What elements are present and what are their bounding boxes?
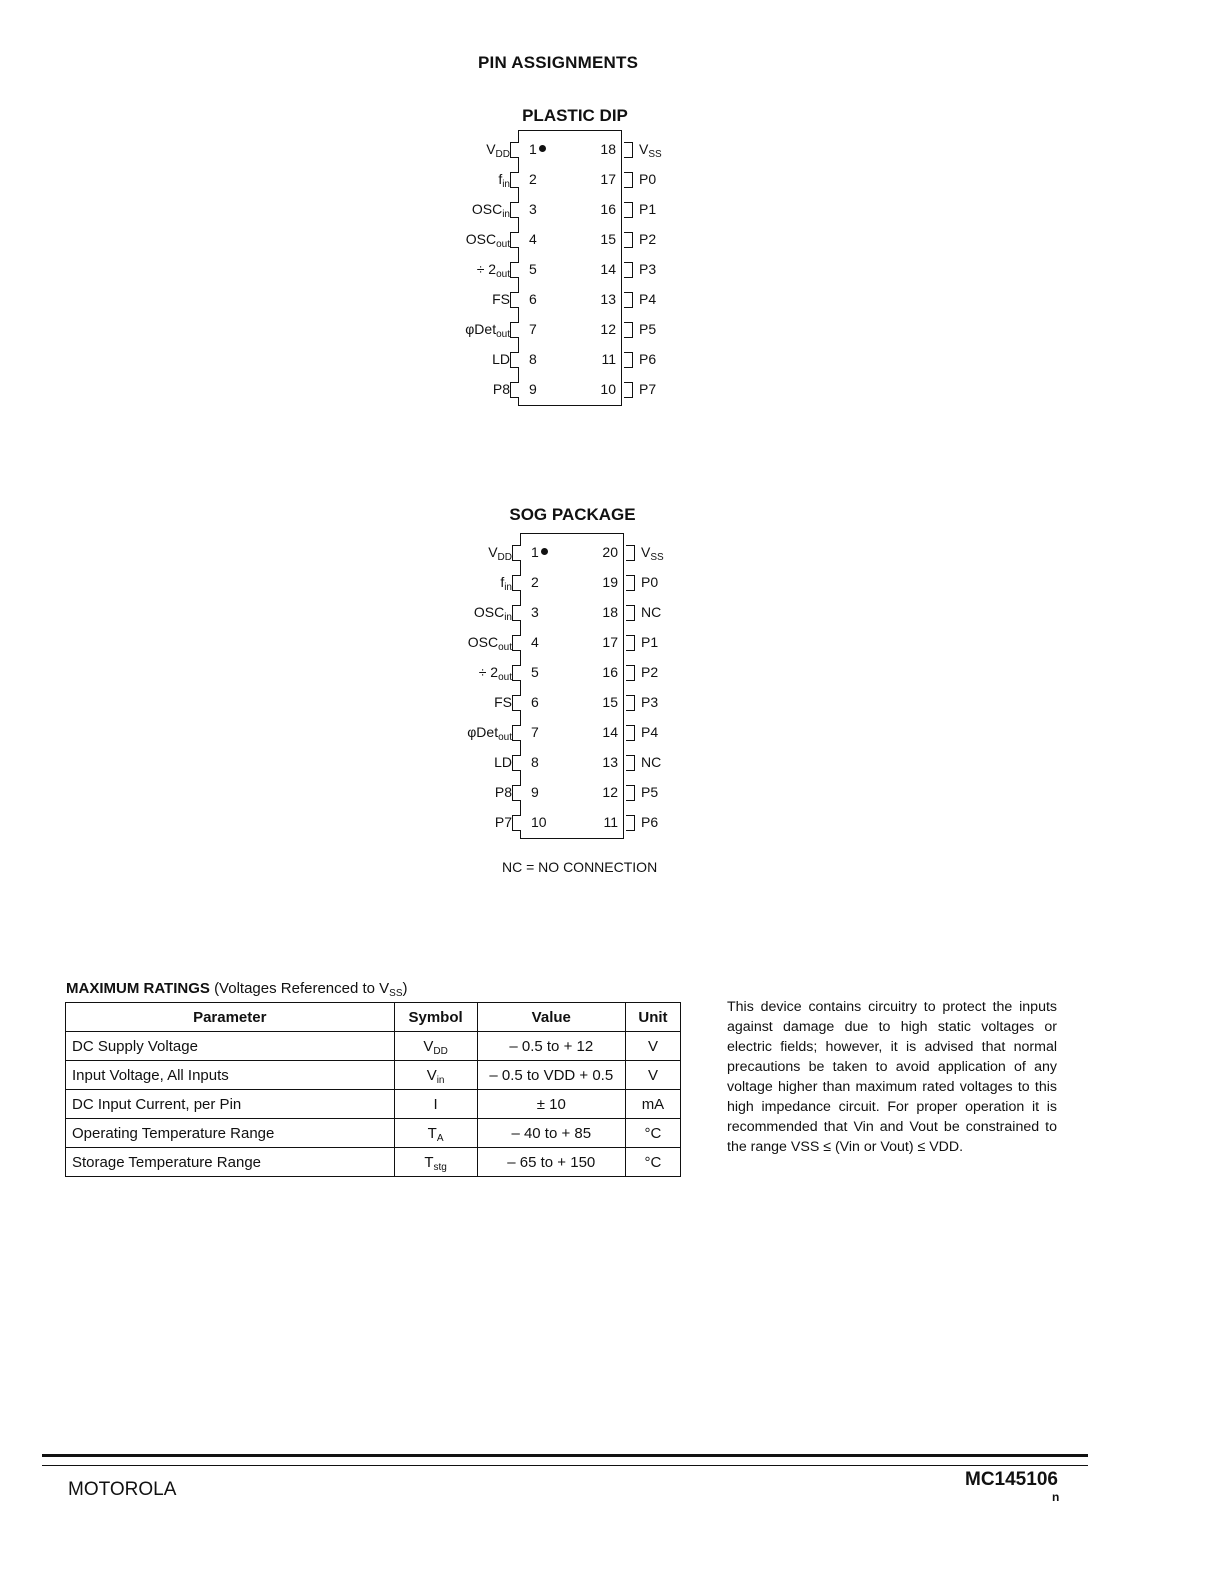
sog-right-pin-lead — [626, 575, 635, 591]
esd-notice: This device contains circuitry to protect the inputs against damage due to high static voltages or electric fields; however, it is advised that normal precautions be taken to avoid application of any voltage higher than maximum rated voltages to this high impedance circuit. For proper operation it is recommended that Vin and Vout be constrained to the range VSS ≤ (Vin or Vout) ≤ VDD. — [727, 999, 1057, 1155]
dip-right-pin-lead — [624, 202, 633, 218]
header-parameter: Parameter — [66, 1003, 395, 1032]
sog-left-pin-number: 6 — [531, 694, 539, 710]
dip-left-pin-name — [420, 168, 510, 190]
header-symbol: Symbol — [394, 1003, 477, 1032]
ratings-title — [66, 980, 408, 997]
dip-right-pin-name — [639, 168, 656, 190]
sog-right-pin-label: P5 — [641, 784, 659, 800]
dip-right-pin-label: P1 — [639, 201, 657, 217]
dip-left-pin-name — [420, 138, 510, 160]
sog-right-pin-number: 16 — [602, 664, 618, 680]
sog-left-pin-name — [422, 631, 512, 653]
sog-left-pin-lead — [512, 785, 521, 801]
dip-right-pin-name — [639, 378, 656, 400]
dip-right-pin-name — [639, 228, 656, 250]
dip-right-pin-number: 10 — [600, 381, 616, 397]
cell-symbol: $T_A$ — [394, 1119, 477, 1148]
footer-rule-thick — [42, 1454, 1088, 1457]
dip-right-pin-name — [639, 288, 656, 310]
dip-right-pin-label: P2 — [639, 231, 657, 247]
dip-left-pin-label: $f_{in}$ — [498, 171, 510, 190]
sog-right-pin-lead — [626, 725, 635, 741]
dip-left-pin-lead — [510, 322, 519, 338]
dip-left-pin-number: 1 — [529, 141, 537, 157]
dip-right-pin-number: 14 — [600, 261, 616, 277]
dip-left-pin-name — [420, 198, 510, 220]
sog-right-pin-label: P4 — [641, 724, 659, 740]
cell-symbol: I — [394, 1090, 477, 1119]
cell-parameter: DC Input Current, per Pin — [66, 1090, 395, 1119]
ratings-table — [65, 1002, 681, 1177]
sog-left-pin-label: $OSC_{out}$ — [467, 634, 512, 653]
ratings-row — [66, 1090, 681, 1119]
sog-left-pin-lead — [512, 815, 521, 831]
sog-right-pin-lead — [626, 755, 635, 771]
sog-left-pin-name — [422, 541, 512, 563]
sog-left-pin-label: φDet$_{out}$ — [467, 724, 512, 743]
sog-left-pin-number: 2 — [531, 574, 539, 590]
sog-left-pin-number: 4 — [531, 634, 539, 650]
dip-left-pin-number: 9 — [529, 381, 537, 397]
footer-rule-thin — [42, 1465, 1088, 1466]
cell-parameter: DC Supply Voltage — [66, 1032, 395, 1061]
dip-right-pin-label: P3 — [639, 261, 657, 277]
sog-left-pin-lead — [512, 605, 521, 621]
dip-left-pin-lead — [510, 172, 519, 188]
sog-right-pin-name — [641, 691, 658, 713]
dip-right-pin-number: 13 — [600, 291, 616, 307]
sog-right-pin-number: 15 — [602, 694, 618, 710]
cell-unit: mA — [625, 1090, 680, 1119]
sog-right-pin-name — [641, 751, 661, 773]
dip-left-pin-label: $V_{DD}$ — [486, 141, 510, 160]
cell-value: – 65 to + 150 — [477, 1148, 625, 1177]
dip-left-pin-number: 3 — [529, 201, 537, 217]
dip-right-pin-number: 18 — [600, 141, 616, 157]
sog-left-pin-label: ÷ $2_{out}$ — [478, 664, 512, 683]
dip-left-pin-name — [420, 288, 510, 310]
sog-title: SOG PACKAGE — [509, 505, 636, 524]
dip-left-pin-label: ÷ $2_{out}$ — [476, 261, 510, 280]
dip-right-pin-lead — [624, 382, 633, 398]
sog-right-pin-name — [641, 601, 661, 623]
ratings-row — [66, 1119, 681, 1148]
sog-left-pin-label: $V_{DD}$ — [488, 544, 512, 563]
cell-value: – 0.5 to VDD + 0.5 — [477, 1061, 625, 1090]
sog-left-pin-label: P8 — [494, 784, 512, 800]
sog-right-pin-lead — [626, 785, 635, 801]
sog-left-pin-lead — [512, 755, 521, 771]
dip-left-pin-lead — [510, 202, 519, 218]
footer-page-mark: n — [1052, 1490, 1060, 1504]
page-heading: PIN ASSIGNMENTS — [478, 53, 639, 72]
sog-right-pin-label: NC — [641, 754, 662, 770]
dip-right-pin-number: 11 — [601, 351, 616, 367]
sog-left-pin-label: $f_{in}$ — [500, 574, 512, 593]
cell-unit: V — [625, 1032, 680, 1061]
ratings-title-bold: MAXIMUM RATINGS — [66, 980, 210, 997]
dip-left-pin-label: LD — [492, 351, 510, 367]
sog-left-pin-label: P7 — [494, 814, 512, 830]
sog-left-pin-label: LD — [494, 754, 512, 770]
dip-left-pin-number: 2 — [529, 171, 537, 187]
sog-left-pin-label: FS — [494, 694, 512, 710]
ratings-row — [66, 1148, 681, 1177]
sog-left-pin-name — [422, 781, 512, 803]
dip-left-pin-label: P8 — [492, 381, 510, 397]
dip-left-pin-name — [420, 348, 510, 370]
sog-right-pin-lead — [626, 635, 635, 651]
sog-right-pin-lead — [626, 605, 635, 621]
dip-right-pin-lead — [624, 172, 633, 188]
sog-left-pin-number: 5 — [531, 664, 539, 680]
dip-left-pin-label: FS — [492, 291, 510, 307]
cell-parameter: Operating Temperature Range — [66, 1119, 395, 1148]
sog-right-pin-lead — [626, 545, 635, 561]
sog-right-pin-name — [641, 661, 658, 683]
dip-right-pin-label: $V_{SS}$ — [639, 141, 662, 160]
sog-left-pin-lead — [512, 725, 521, 741]
dip-right-pin-lead — [624, 262, 633, 278]
dip-left-pin-name — [420, 318, 510, 340]
sog-right-pin-label: NC — [641, 604, 662, 620]
dip-left-pin-lead — [510, 262, 519, 278]
footer-brand: MOTOROLA — [68, 1479, 177, 1500]
sog-right-pin-name — [641, 571, 658, 593]
dip-right-pin-label: P0 — [639, 171, 657, 187]
ratings-title-close: ) — [402, 980, 408, 997]
ratings-title-rest: (Voltages Referenced to V — [214, 980, 390, 997]
sog-left-pin-label: $OSC_{in}$ — [473, 604, 512, 623]
sog-left-pin-lead — [512, 575, 521, 591]
sog-right-pin-name — [641, 631, 658, 653]
sog-left-pin-name — [422, 571, 512, 593]
sog-left-pin-lead — [512, 695, 521, 711]
dip-right-pin-name — [639, 318, 656, 340]
cell-symbol: $T_{stg}$ — [394, 1148, 477, 1177]
sog-right-pin-lead — [626, 815, 635, 831]
ratings-title-sub: SS — [389, 988, 403, 999]
cell-unit: V — [625, 1061, 680, 1090]
dip-left-pin-label: φDet$_{out}$ — [465, 321, 510, 340]
dip-right-pin-name — [639, 138, 662, 160]
sog-right-pin-number: 13 — [602, 754, 618, 770]
dip-left-pin-number: 5 — [529, 261, 537, 277]
dip-right-pin-number: 12 — [600, 321, 616, 337]
ratings-row — [66, 1061, 681, 1090]
sog-pin1-dot — [541, 548, 548, 555]
dip-left-pin-number: 8 — [529, 351, 537, 367]
dip-left-pin-lead — [510, 142, 519, 158]
dip-right-pin-lead — [624, 232, 633, 248]
sog-left-pin-name — [422, 661, 512, 683]
header-unit: Unit — [625, 1003, 680, 1032]
sog-right-pin-name — [641, 781, 658, 803]
sog-right-pin-number: 17 — [602, 634, 618, 650]
ratings-row — [66, 1032, 681, 1061]
sog-left-pin-number: 9 — [531, 784, 539, 800]
cell-symbol: $V_{DD}$ — [394, 1032, 477, 1061]
sog-left-pin-lead — [512, 635, 521, 651]
sog-right-pin-label: $V_{SS}$ — [641, 544, 664, 563]
sog-left-pin-name — [422, 751, 512, 773]
sog-right-pin-lead — [626, 665, 635, 681]
sog-right-pin-number: 12 — [602, 784, 618, 800]
dip-left-pin-label: $OSC_{in}$ — [471, 201, 510, 220]
cell-parameter: Storage Temperature Range — [66, 1148, 395, 1177]
sog-right-pin-name — [641, 811, 658, 833]
dip-left-pin-lead — [510, 382, 519, 398]
cell-symbol: $V_{in}$ — [394, 1061, 477, 1090]
dip-right-pin-name — [639, 348, 656, 370]
sog-right-pin-label: P6 — [641, 814, 659, 830]
dip-right-pin-label: P4 — [639, 291, 657, 307]
sog-right-pin-label: P2 — [641, 664, 659, 680]
dip-left-pin-number: 6 — [529, 291, 537, 307]
dip-right-pin-name — [639, 258, 656, 280]
dip-right-pin-lead — [624, 322, 633, 338]
sog-left-pin-name — [422, 811, 512, 833]
sog-left-pin-number: 10 — [531, 814, 547, 830]
footer-part-number: MC145106 — [965, 1469, 1058, 1490]
dip-right-pin-label: P7 — [639, 381, 657, 397]
dip-right-pin-number: 17 — [600, 171, 616, 187]
dip-title: PLASTIC DIP — [522, 106, 628, 125]
sog-right-pin-name — [641, 541, 664, 563]
dip-right-pin-number: 16 — [600, 201, 616, 217]
cell-parameter: Input Voltage, All Inputs — [66, 1061, 395, 1090]
sog-right-pin-name — [641, 721, 658, 743]
ratings-header-row — [66, 1003, 681, 1032]
dip-left-pin-lead — [510, 232, 519, 248]
header-value: Value — [477, 1003, 625, 1032]
dip-right-pin-name — [639, 198, 656, 220]
sog-left-pin-name — [422, 691, 512, 713]
dip-right-pin-lead — [624, 142, 633, 158]
dip-left-pin-number: 4 — [529, 231, 537, 247]
sog-left-pin-number: 3 — [531, 604, 539, 620]
dip-right-pin-label: P6 — [639, 351, 657, 367]
sog-left-pin-number: 1 — [531, 544, 539, 560]
sog-right-pin-number: 14 — [602, 724, 618, 740]
dip-left-pin-label: $OSC_{out}$ — [465, 231, 510, 250]
cell-value: – 0.5 to + 12 — [477, 1032, 625, 1061]
sog-left-pin-lead — [512, 665, 521, 681]
dip-left-pin-name — [420, 228, 510, 250]
sog-right-pin-number: 19 — [602, 574, 618, 590]
nc-note: NC = NO CONNECTION — [502, 859, 658, 875]
sog-right-pin-number: 11 — [603, 814, 618, 830]
dip-left-pin-name — [420, 378, 510, 400]
dip-right-pin-lead — [624, 352, 633, 368]
dip-left-pin-lead — [510, 352, 519, 368]
cell-unit: °C — [625, 1148, 680, 1177]
sog-right-pin-number: 18 — [602, 604, 618, 620]
dip-right-pin-number: 15 — [600, 231, 616, 247]
sog-left-pin-name — [422, 721, 512, 743]
dip-left-pin-name — [420, 258, 510, 280]
dip-left-pin-number: 7 — [529, 321, 537, 337]
dip-pin1-dot — [539, 145, 546, 152]
cell-value: – 40 to + 85 — [477, 1119, 625, 1148]
sog-left-pin-number: 7 — [531, 724, 539, 740]
sog-left-pin-lead — [512, 545, 521, 561]
sog-right-pin-number: 20 — [602, 544, 618, 560]
sog-left-pin-name — [422, 601, 512, 623]
cell-unit: °C — [625, 1119, 680, 1148]
dip-left-pin-lead — [510, 292, 519, 308]
sog-right-pin-label: P3 — [641, 694, 659, 710]
sog-right-pin-label: P1 — [641, 634, 659, 650]
sog-left-pin-number: 8 — [531, 754, 539, 770]
sog-right-pin-lead — [626, 695, 635, 711]
cell-value: ± 10 — [477, 1090, 625, 1119]
sog-right-pin-label: P0 — [641, 574, 659, 590]
dip-right-pin-label: P5 — [639, 321, 657, 337]
dip-right-pin-lead — [624, 292, 633, 308]
